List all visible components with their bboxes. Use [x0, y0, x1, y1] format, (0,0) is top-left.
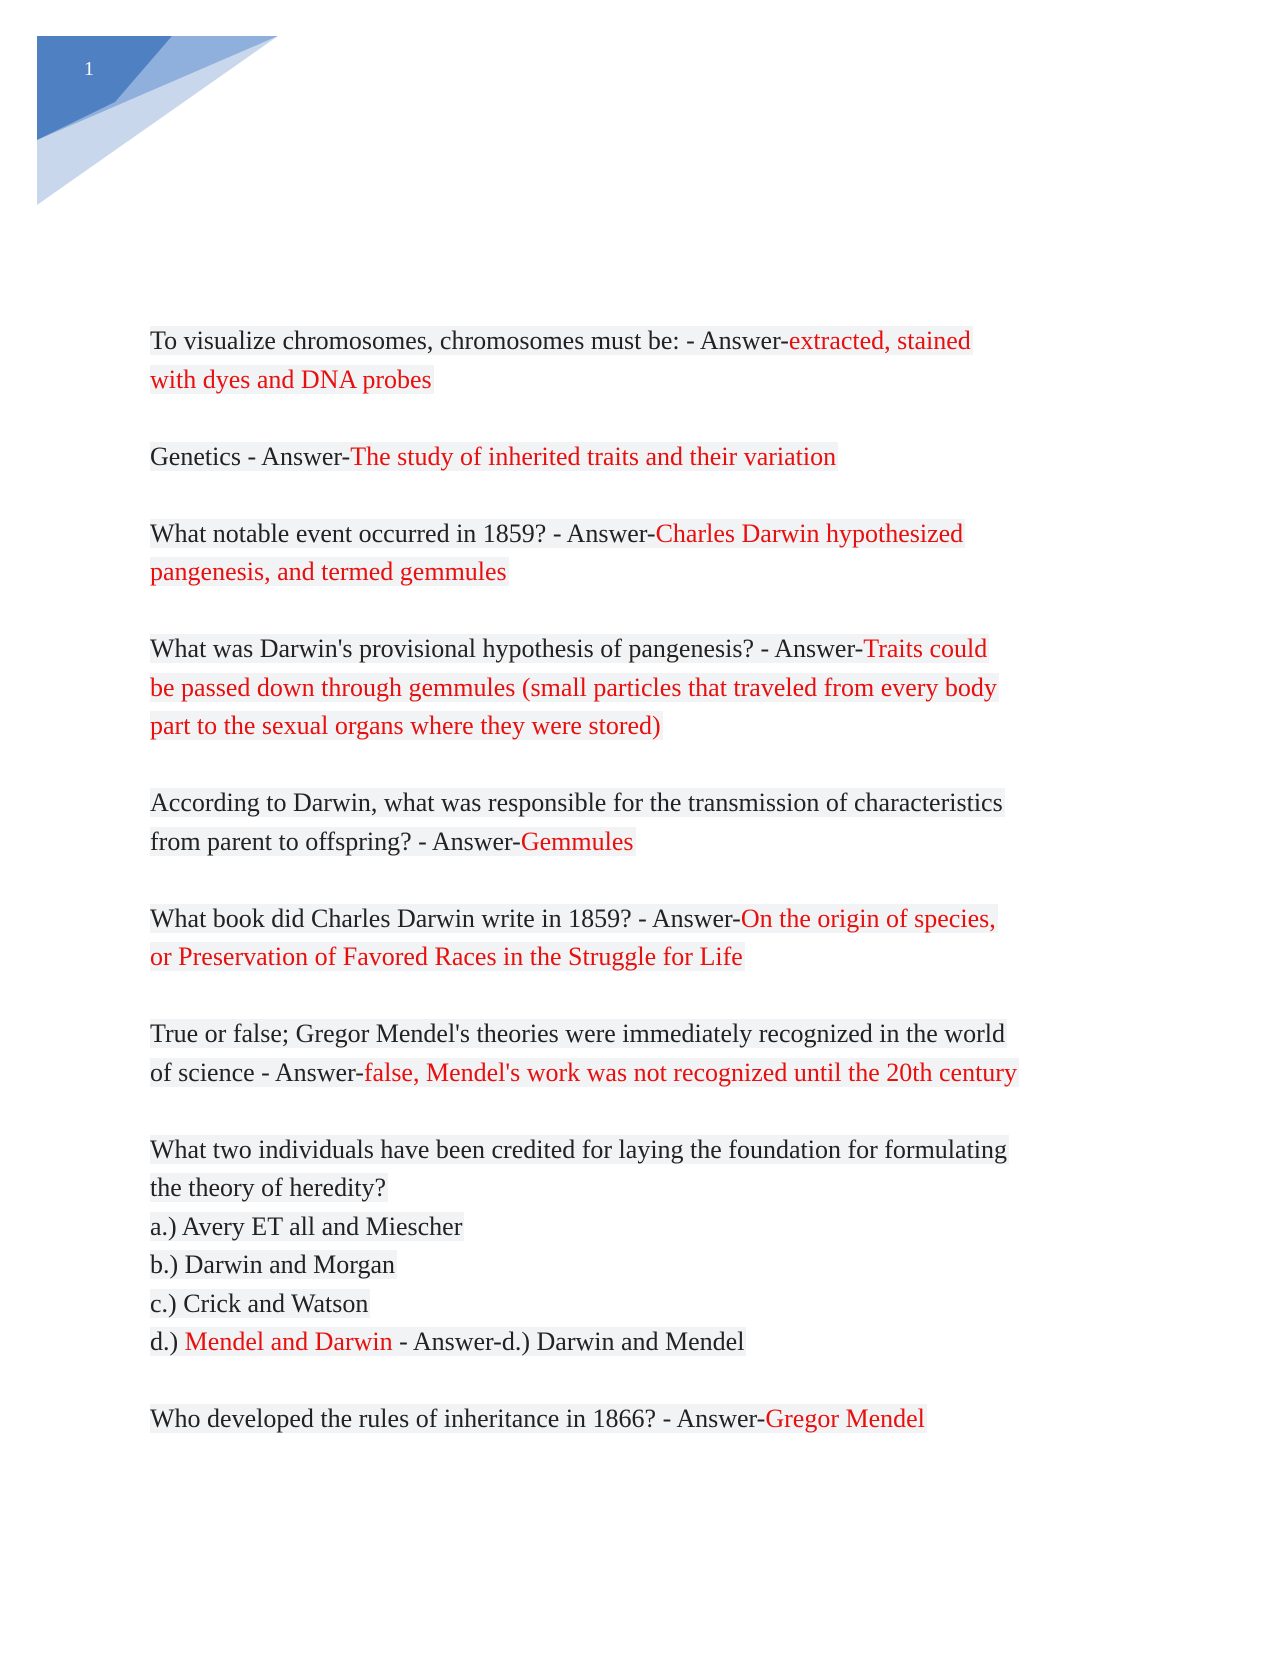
option-d-answer: - Answer-d.) Darwin and Mendel: [392, 1327, 745, 1356]
qa-item-5: [150, 784, 1140, 861]
qa-item-9: [150, 1400, 1140, 1439]
answer-text: Gemmules: [520, 826, 634, 856]
answer-text: false, Mendel's work was not recognized until the 20th century: [363, 1057, 1017, 1087]
option-d-text: Mendel and Darwin: [184, 1327, 393, 1356]
answer-text: Charles Darwin hypothesized: [655, 518, 964, 548]
question-text: According to Darwin, what was responsible for the transmission of characteristics: [150, 788, 1003, 817]
option-a: a.) Avery ET all and Miescher: [150, 1211, 463, 1241]
option-c: c.) Crick and Watson: [150, 1288, 369, 1318]
answer-text: part to the sexual organs where they were stored): [150, 711, 661, 740]
answer-text: extracted, stained: [788, 326, 971, 355]
question-text: What was Darwin's provisional hypothesis of pangenesis? - Answer-: [150, 634, 864, 663]
option-d-prefix: d.): [150, 1327, 185, 1356]
question-text: To visualize chromosomes, chromosomes must be: - Answer-: [150, 326, 789, 355]
question-text: True or false; Gregor Mendel's theories were immediately recognized in the world: [150, 1019, 1005, 1048]
page-corner-decoration: [0, 0, 300, 220]
qa-item-1: [150, 322, 1140, 399]
question-text: What book did Charles Darwin write in 1859? - Answer-: [150, 903, 741, 933]
qa-item-8: [150, 1131, 1140, 1362]
question-text: Genetics - Answer-: [150, 441, 351, 471]
answer-text: be passed down through gemmules (small particles that traveled from every body: [150, 672, 997, 702]
question-text: the theory of heredity?: [150, 1173, 387, 1202]
answer-text: On the origin of species,: [740, 903, 996, 933]
qa-item-3: [150, 515, 1140, 592]
question-text: What two individuals have been credited for laying the foundation for formulating: [150, 1134, 1008, 1164]
page-number: 1: [84, 58, 94, 80]
answer-text: Gregor Mendel: [765, 1404, 925, 1433]
qa-item-6: [150, 900, 1140, 977]
question-text: What notable event occurred in 1859? - Answer-: [150, 518, 656, 548]
flashcard-list: [150, 322, 1140, 1477]
option-b: b.) Darwin and Morgan: [150, 1250, 396, 1279]
qa-item-2: [150, 438, 1140, 477]
question-text: of science - Answer-: [150, 1057, 364, 1087]
qa-item-4: [150, 630, 1140, 746]
question-text: Who developed the rules of inheritance in 1866? - Answer-: [150, 1404, 766, 1433]
question-text: from parent to offspring? - Answer-: [150, 826, 521, 856]
qa-item-7: [150, 1015, 1140, 1092]
answer-text: The study of inherited traits and their variation: [350, 441, 837, 471]
answer-text: with dyes and DNA probes: [150, 364, 432, 394]
answer-text: pangenesis, and termed gemmules: [150, 557, 507, 586]
answer-text: Traits could: [863, 634, 988, 663]
answer-text: or Preservation of Favored Races in the Struggle for Life: [150, 942, 743, 971]
